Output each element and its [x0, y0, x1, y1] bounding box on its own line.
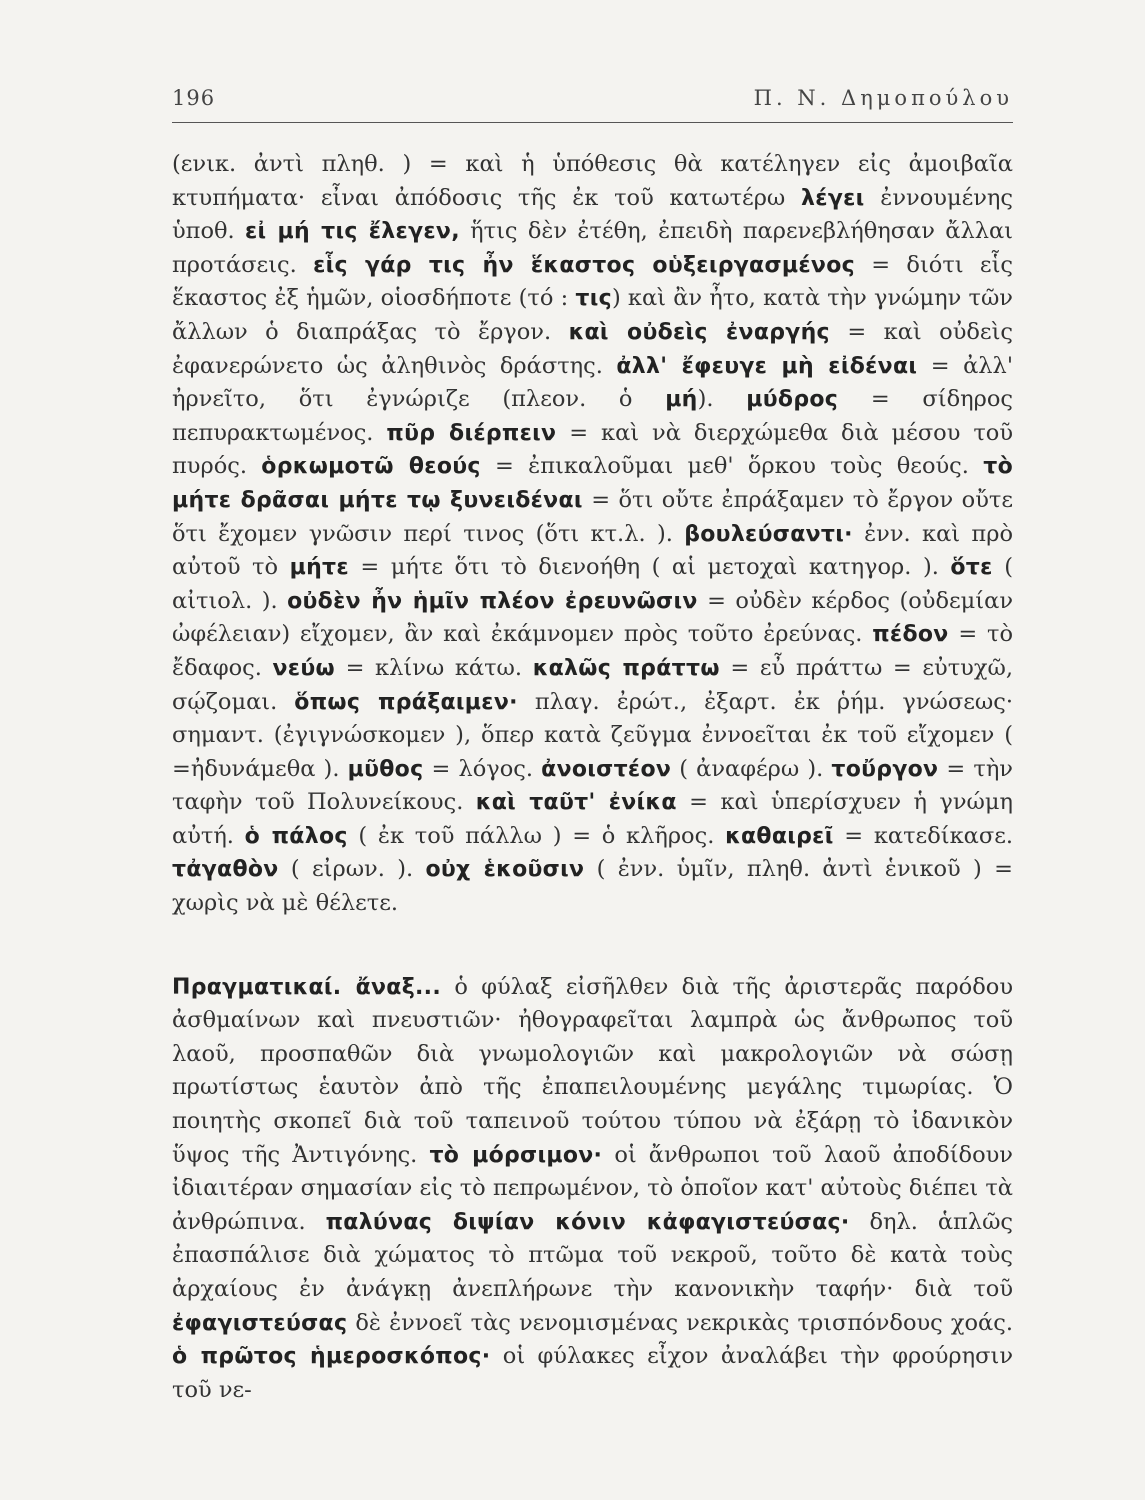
lemma: οὐδὲν ἦν ἡμῖν πλέον ἐρευνῶσιν — [287, 588, 698, 614]
lemma: μήτε — [289, 555, 349, 581]
gloss-text: ἐννουμένης ὑποθ. — [172, 184, 1013, 245]
gloss-text: οἱ φύλακες εἶχον ἀναλάβει τὴν φρούρησιν τοῦ νε- — [172, 1343, 1014, 1403]
gloss-text: ἐνν. καὶ πρὸ αὐτοῦ τὸ — [172, 520, 1013, 581]
paragraph-pragmatikai — [172, 971, 1013, 1408]
lemma: ὁ πρῶτος ἡμεροσκόπος· — [172, 1344, 491, 1370]
lemma: τοὔργον — [831, 756, 939, 782]
running-head: Π. Ν. Δημοπούλου — [753, 86, 1013, 110]
lemma: πέδον — [872, 622, 949, 648]
gloss-text: = διότι εἷς ἕκαστος ἐξ ἡμῶν, οἱοσδήποτε (τό : — [172, 251, 1013, 312]
gloss-text: οἱ ἄνθρωποι τοῦ λαοῦ ἀποδίδουν ἰδιαιτέραν σημασίαν εἰς τὸ πεπρωμένον, τὸ ὁποῖον κατ' αὐτοὺς διέπει τὰ ἀνθρώπινα. — [172, 1141, 1013, 1235]
lemma: ὁρκωμοτῶ θεούς — [261, 454, 481, 480]
gloss-text: (ενικ. ἀντὶ πληθ. ) = καὶ ἡ ὑπόθεσις θὰ κατέληγεν εἰς ἀμοιβαῖα κτυπήματα· εἶναι ἀπόδοσις τῆς ἐκ τοῦ κατωτέρω — [172, 151, 1013, 211]
lemma: παλύνας διψίαν κόνιν κἀφαγιστεύσας· — [325, 1209, 850, 1235]
gloss-text: = μήτε ὅτι τὸ διενοήθη ( αἱ μετοχαὶ κατηγορ. ). — [348, 554, 951, 581]
lemma: καὶ οὐδεὶς ἐναργής — [568, 319, 830, 345]
lemma: μύδρος — [746, 387, 839, 413]
lemma: λέγει — [801, 185, 865, 211]
gloss-text: = ἀλλ' ἠρνεῖτο, ὅτι ἐγνώριζε (πλεον. ὁ — [172, 352, 1014, 413]
gloss-text: = κατεδίκασε. — [833, 822, 1014, 849]
gloss-text: = οὐδὲν κέρδος (οὐδεμίαν ὠφέλειαν) εἴχομεν, ἂν καὶ ἐκάμνομεν πρὸς τοῦτο ἐρεύνας. — [172, 587, 1014, 648]
lemma: καθαιρεῖ — [725, 823, 834, 849]
lemma: τὸ μήτε δρᾶσαι μήτε τῳ ξυνειδέναι — [172, 454, 1013, 513]
gloss-text: = κλίνω κάτω. — [334, 654, 533, 681]
lemma: ἐφαγιστεύσας — [172, 1310, 348, 1336]
lemma: ὁ πάλος — [244, 823, 348, 849]
gloss-text: δηλ. ἁπλῶς ἐπασπάλισε διὰ χώματος τὸ πτῶμα τοῦ νεκροῦ, τοῦτο δὲ κατὰ τοὺς ἀρχαίους ἐν ἀνάγκῃ ἀνεπλήρωνε τὴν κανονικὴν ταφήν· διὰ τοῦ — [172, 1208, 1014, 1302]
lemma: μή — [665, 387, 698, 413]
gloss-text: ὁ φύλαξ εἰσῆλθεν διὰ τῆς ἀριστερᾶς παρόδου ἀσθμαίνων καὶ πνευστιῶν· ἠθογραφεῖται λαμπρὰ ὡς ἄνθρωπος τοῦ λαοῦ, προσπαθῶν διὰ γνωμολογιῶν καὶ μακρολογιῶν νὰ σώσῃ πρωτίστως ἑαυτὸν ἀπὸ τῆς ἐπαπειλουμένης μεγάλης τιμωρίας. Ὁ ποιητὴς σκοπεῖ διὰ τοῦ ταπεινοῦ τούτου τύπου νὰ ἐξάρῃ τὸ ἰδανικὸν ὕψος τῆς Ἀντιγόνης. — [172, 973, 1013, 1168]
gloss-text: ἥτις δὲν ἐτέθη, ἐπειδὴ παρενεβλήθησαν ἄλλαι προτάσεις. — [172, 218, 1013, 278]
page-number: 196 — [172, 86, 216, 110]
lemma: καὶ ταῦτ' ἐνίκα — [475, 790, 677, 816]
lemma: μῦθος — [347, 756, 424, 782]
gloss-text: = ὅτι οὔτε ἐπράξαμεν τὸ ἔργον οὔτε ὅτι ἔχομεν γνῶσιν περί τινος (ὅτι κτ.λ. ). — [172, 486, 1014, 547]
gloss-text: = τὸ ἔδαφος. — [172, 621, 1013, 681]
lemma: εἰ μή τις ἔλεγεν, — [245, 219, 460, 245]
gloss-text: ( ἐνν. ὑμῖν, πληθ. ἀντὶ ἑνικοῦ ) = χωρὶς νὰ μὲ θέλετε. — [172, 856, 1013, 917]
lemma: τἀγαθὸν — [172, 857, 279, 883]
lemma: τὸ μόρσιμον· — [429, 1142, 603, 1168]
gloss-text: πλαγ. ἐρώτ., ἐξαρτ. ἐκ ῥήμ. γνώσεως· σημαντ. (ἐγιγνώσκομεν ), ὅπερ κατὰ ζεῦγμα ἐννοεῖται ἐκ τοῦ εἴχομεν ( =ἠδυνάμεθα ). — [172, 688, 1013, 782]
lemma: πῦρ διέρπειν — [386, 420, 557, 446]
gloss-text: = τὴν ταφὴν τοῦ Πολυνείκους. — [172, 755, 1013, 816]
lemma: οὐχ ἑκοῦσιν — [425, 857, 585, 883]
paragraph-commentary — [172, 148, 1013, 921]
gloss-text: = λόγος. — [423, 755, 542, 782]
lemma: ἀνοιστέον — [541, 756, 672, 782]
lemma: νεύω — [272, 655, 335, 681]
gloss-text: = εὖ πράττω = εὐτυχῶ, σῴζομαι. — [172, 654, 1013, 715]
lemma: καλῶς πράττω — [532, 655, 720, 681]
gloss-text: ( ἐκ τοῦ πάλλω ) = ὁ κλῆρος. — [347, 822, 726, 849]
gloss-text: = καὶ ὑπερίσχυεν ἡ γνώμη αὐτή. — [172, 789, 1013, 849]
gloss-text: ( ἀναφέρω ). — [671, 755, 832, 782]
body-text — [172, 148, 1013, 1407]
gloss-text: = σίδηρος πεπυρακτωμένος. — [172, 386, 1013, 446]
lemma: Πραγματικαί. ἄναξ... — [172, 974, 441, 1000]
lemma: εἷς γάρ τις ἦν ἕκαστος οὑξειργασμένος — [313, 252, 855, 278]
gloss-text: ). — [697, 386, 747, 413]
lemma: ἀλλ' ἔφευγε μὴ εἰδέναι — [616, 353, 918, 379]
gloss-text: = καὶ οὐδεὶς ἐφανερώνετο ὡς ἀληθινὸς δράστης. — [172, 318, 1014, 379]
lemma: βουλεύσαντι· — [684, 521, 853, 547]
gloss-text: ( εἰρων. ). — [278, 856, 426, 883]
lemma: ὅπως πράξαιμεν· — [294, 689, 518, 715]
gloss-text: = ἐπικαλοῦμαι μεθ' ὅρκου τοὺς θεούς. — [480, 453, 984, 480]
lemma: ὅτε — [950, 555, 993, 581]
gloss-text: ) καὶ ἂν ἦτο, κατὰ τὴν γνώμην τῶν ἄλλων ὁ διαπράξας τὸ ἔργον. — [172, 285, 1013, 345]
gloss-text: = καὶ νὰ διερχώμεθα διὰ μέσου τοῦ πυρός. — [172, 419, 1014, 480]
lemma: τις — [575, 286, 612, 312]
page-header — [172, 78, 1013, 123]
gloss-text: ( αἰτιολ. ). — [172, 554, 1013, 614]
gloss-text: δὲ ἐννοεῖ τὰς νενομισμένας νεκρικὰς τρισπόνδους χοάς. — [347, 1309, 1013, 1336]
